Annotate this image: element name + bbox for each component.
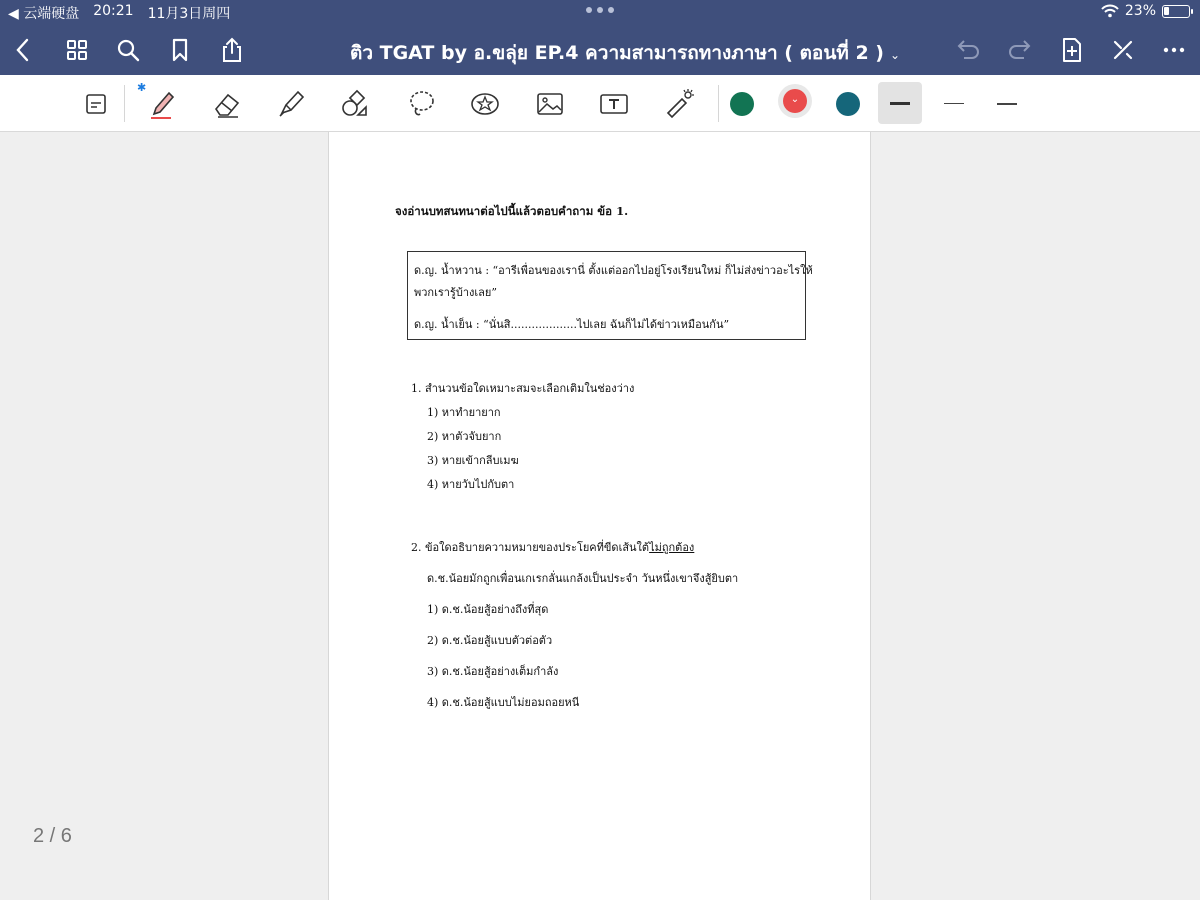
question-2-underlined: ไม่ถูกต้อง — [649, 541, 695, 554]
shapes-tool-icon[interactable] — [335, 84, 375, 124]
redo-icon[interactable] — [1004, 34, 1036, 66]
document-title-text: ติว TGAT by อ.ขลุ่ย EP.4 ความสามารถทางภาษา ( ตอนที่ 2 ) — [350, 42, 884, 64]
stroke-width-thin[interactable] — [985, 82, 1029, 126]
q2-option: 4) ด.ช.น้อยสู้แบบไม่ยอมถอยหนี — [427, 696, 580, 709]
pen-tool-icon[interactable] — [142, 84, 182, 124]
undo-icon[interactable] — [952, 34, 984, 66]
toolbar-divider — [718, 85, 719, 122]
grid-view-icon[interactable] — [61, 34, 93, 66]
toolbar-divider — [124, 85, 125, 122]
read-mode-icon[interactable] — [76, 84, 116, 124]
eraser-tool-icon[interactable] — [207, 84, 247, 124]
question-2-text: 2. ข้อใดอธิบายความหมายของประโยคที่ขีดเส้นใต้ — [411, 541, 650, 554]
add-page-icon[interactable] — [1056, 34, 1088, 66]
q2-option: 3) ด.ช.น้อยสู้อย่างเต็มกำลัง — [427, 665, 559, 678]
nav-bar — [0, 26, 1200, 74]
page-indicator: 2 / 6 — [33, 825, 72, 847]
stroke-width-medium[interactable] — [932, 82, 976, 126]
chevron-down-icon: ⌄ — [783, 89, 807, 113]
lasso-tool-icon[interactable] — [401, 84, 441, 124]
app-header — [0, 0, 1200, 75]
dialog-box — [407, 251, 813, 340]
back-to-app-link[interactable]: ◀ 云端硬盘 — [8, 6, 80, 22]
image-tool-icon[interactable] — [530, 84, 570, 124]
text-tool-icon[interactable] — [594, 84, 634, 124]
stroke-width-thick-selected[interactable] — [878, 82, 922, 124]
q2-option: 1) ด.ช.น้อยสู้อย่างถึงที่สุด — [427, 603, 549, 616]
pencil-toggle-icon[interactable] — [1107, 34, 1139, 66]
question-2 — [411, 538, 694, 556]
color-swatch-teal[interactable] — [836, 92, 860, 116]
bluetooth-icon: ✱ — [137, 81, 147, 94]
question-1: 1. สำนวนข้อใดเหมาะสมจะเลือกเติมในช่องว่าง — [411, 382, 635, 395]
status-bar — [0, 0, 1200, 24]
q1-option: 1) หาทำยายาก — [427, 406, 501, 419]
q1-option: 2) หาตัวจับยาก — [427, 430, 502, 443]
status-time: 20:21 — [93, 3, 134, 19]
multitasking-dots-icon[interactable] — [586, 7, 614, 13]
highlighter-tool-icon[interactable] — [271, 84, 311, 124]
dialog-line: ด.ญ. น้ำเย็น : “นั่นสิ...................ไปเลย ฉันก็ไม่ได้ข่าวเหมือนกัน” — [414, 318, 730, 331]
color-swatch-green[interactable] — [730, 92, 754, 116]
bookmark-icon[interactable] — [164, 34, 196, 66]
instruction-text: จงอ่านบทสนทนาต่อไปนี้แล้วตอบคำถาม ข้อ 1. — [395, 204, 629, 218]
q2-sentence: ด.ช.น้อยมักถูกเพื่อนเกเรกลั่นแกล้งเป็นประจำ วันหนึ่งเขาจึงสู้ยิบตา — [427, 572, 739, 585]
q2-option: 2) ด.ช.น้อยสู้แบบตัวต่อตัว — [427, 634, 553, 647]
color-swatch-red-selected[interactable] — [778, 84, 812, 118]
sticker-tool-icon[interactable] — [465, 84, 505, 124]
more-options-icon[interactable] — [1158, 34, 1190, 66]
status-date: 11月3日周四 — [147, 6, 231, 22]
q1-option: 4) หายวับไปกับตา — [427, 478, 515, 491]
share-icon[interactable] — [216, 34, 248, 66]
battery-percent: 23% — [1124, 3, 1156, 19]
q1-option: 3) หายเข้ากลีบเมฆ — [427, 454, 519, 467]
dialog-line: ด.ญ. น้ำหวาน : “อารีเพื่อนของเรานี่ ตั้งแต่ออกไปอยู่โรงเรียนใหม่ ก็ไม่ส่งข่าวอะไรให้ — [414, 264, 813, 277]
laser-pointer-icon[interactable] — [659, 84, 699, 124]
document-title[interactable] — [350, 38, 900, 68]
search-icon[interactable] — [112, 34, 144, 66]
battery-icon — [1162, 5, 1190, 18]
dialog-line: พวกเรารู้บ้างเลย” — [414, 286, 497, 299]
document-page[interactable] — [328, 132, 871, 900]
wifi-icon — [1101, 4, 1119, 18]
chevron-down-icon: ⌄ — [889, 48, 901, 62]
back-icon[interactable] — [8, 34, 40, 66]
